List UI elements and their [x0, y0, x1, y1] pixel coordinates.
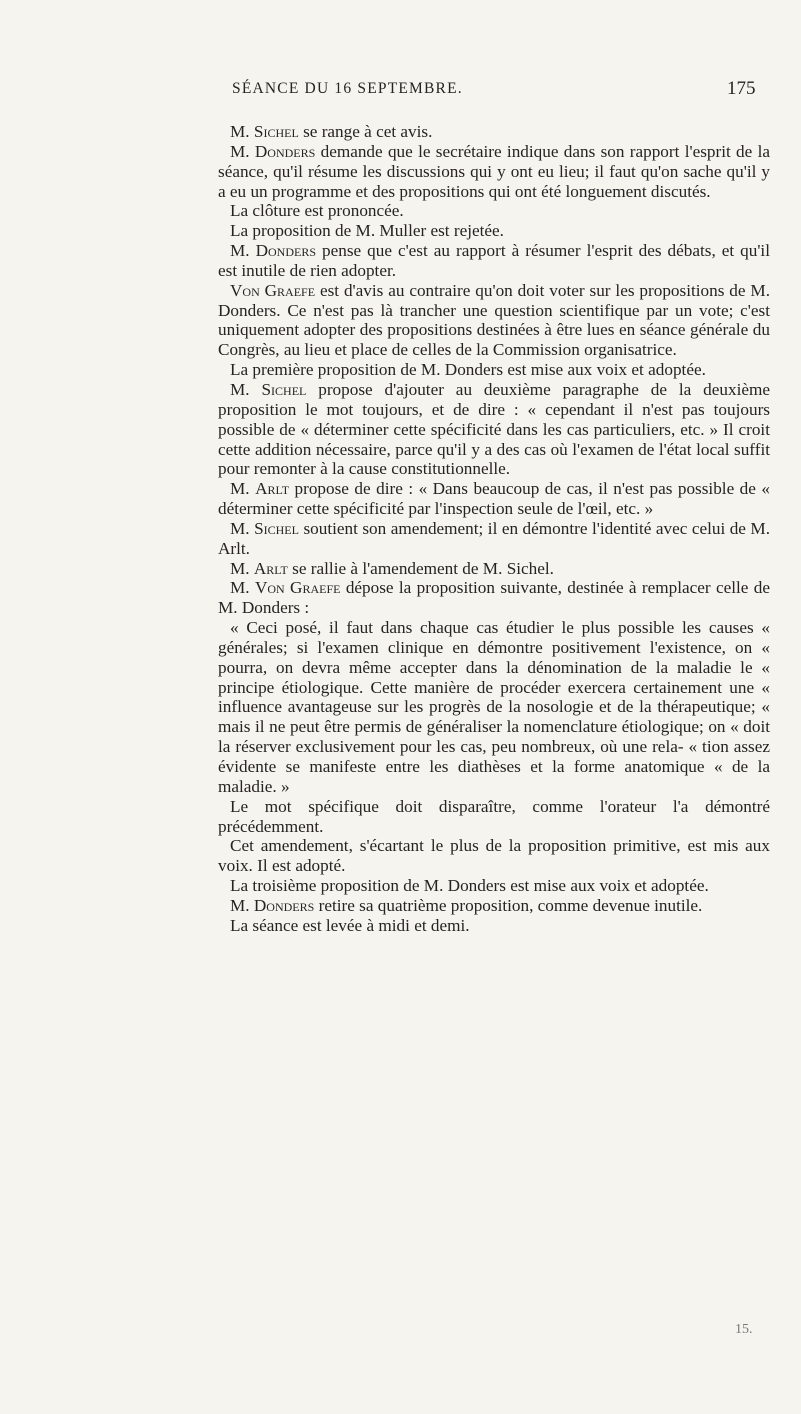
- speaker-title: M.: [230, 558, 254, 578]
- speaker-title: M.: [230, 518, 255, 538]
- speaker-name: Sichel: [254, 518, 299, 538]
- paragraph-text: propose de dire : « Dans beaucoup de cas, il n'est pas possible de « déterminer cette spécificité par l'inspection seule de l'œil, etc. »: [218, 479, 770, 519]
- running-head: SÉANCE DU 16 SEPTEMBRE.: [232, 80, 463, 97]
- speaker-name: Von Graefe: [230, 280, 316, 300]
- paragraph-text: retire sa quatrième proposition, comme devenue inutile.: [314, 895, 703, 915]
- paragraph: [218, 797, 770, 837]
- page-number: 175: [727, 78, 756, 99]
- speaker-title: M.: [230, 379, 262, 399]
- paragraph-text: est d'avis au contraire qu'on doit voter sur les propositions de M. Donders. Ce n'est pas là trancher une question scientifique par un vote; c'est uniquement adopter des propositions destinées à être lues en séance générale du Congrès, au lieu et place de celles de la Commission organisatrice.: [218, 280, 770, 360]
- paragraph-text: se rallie à l'amendement de M. Sichel.: [287, 558, 554, 578]
- paragraph-text: propose d'ajouter au deuxième paragraphe de la deuxième proposition le mot toujours, et de dire : « cependant il n'est pas toujours possible de « déterminer cette spécificité dans les cas particuliers, etc. » Il croit cette addition nécessaire, parce qu'il y a des cas où l'examen de l'état local suffit pour remonter à la cause constitutionnelle.: [218, 379, 770, 479]
- speaker-title: M.: [230, 895, 254, 915]
- paragraph: [218, 618, 770, 797]
- paragraph-text: La première proposition de M. Donders est mise aux voix et adoptée.: [230, 360, 706, 380]
- paragraph: [218, 221, 770, 241]
- speaker-name: Arlt: [253, 558, 288, 578]
- paragraph: [218, 916, 770, 936]
- page-header: [0, 80, 801, 108]
- paragraph-text: demande que le secrétaire indique dans son rapport l'esprit de la séance, qu'il résume les discussions qui y ont eu lieu; il faut qu'on sache qu'il y a eu un programme et des propositions qui ont été longuement discutés.: [218, 141, 770, 201]
- paragraph-text: La séance est levée à midi et demi.: [230, 915, 470, 935]
- paragraph: [218, 876, 770, 896]
- paragraph: [218, 578, 770, 618]
- paragraph-text: dépose la proposition suivante, destinée à remplacer celle de M. Donders :: [218, 578, 770, 618]
- paragraph-text: soutient son amendement; il en démontre l'identité avec celui de M. Arlt.: [218, 518, 770, 558]
- speaker-name: Sichel: [261, 379, 307, 399]
- paragraph: [218, 836, 770, 876]
- speaker-name: Donders: [254, 141, 316, 161]
- paragraph-text: La troisième proposition de M. Donders est mise aux voix et adoptée.: [230, 876, 709, 896]
- paragraph: [218, 122, 770, 142]
- paragraph-text: La clôture est prononcée.: [230, 201, 404, 221]
- speaker-title: M.: [230, 479, 256, 499]
- paragraph-text: pense que c'est au rapport à résumer l'esprit des débats, et qu'il est inutile de rien adopter.: [218, 241, 770, 280]
- paragraph: [218, 142, 770, 202]
- speaker-title: M.: [230, 578, 255, 598]
- speaker-name: Donders: [255, 241, 316, 261]
- paragraph: [218, 241, 770, 281]
- speaker-title: M.: [230, 122, 254, 141]
- speaker-name: Sichel: [253, 122, 299, 141]
- signature-mark: 15.: [735, 1322, 753, 1337]
- speaker-name: Donders: [253, 895, 315, 915]
- speaker-name: Von Graefe: [254, 578, 341, 598]
- paragraph-text: Cet amendement, s'écartant le plus de la proposition primitive, est mis aux voix. Il est adopté.: [218, 836, 770, 876]
- paragraph: [218, 281, 770, 360]
- paragraph: [218, 559, 770, 579]
- paragraph: [218, 360, 770, 380]
- paragraph-text: La proposition de M. Muller est rejetée.: [230, 221, 504, 241]
- paragraph-text: se range à cet avis.: [298, 122, 433, 141]
- paragraph-text: « Ceci posé, il faut dans chaque cas étudier le plus possible les causes « générales; si l'examen clinique en démontre positivement l'existence, on « pourra, on devra même accepter dans la dénomination de la maladie le « principe étiologique. Cette manière de procéder exercera certainement une « influence avantageuse sur les progrès de la nosologie et de la thérapeutique; « mais il ne peut être permis de généraliser la nomenclature étiologique; on « doit la réserver exclusivement pour les cas, peu nombreux, où une rela- « tion assez évidente se manifeste entre les diathèses et la forme anatomique « de la maladie. »: [218, 618, 770, 796]
- paragraph: [218, 380, 770, 479]
- paragraph: [218, 896, 770, 916]
- paragraph: [218, 201, 770, 221]
- speaker-title: M.: [230, 241, 256, 261]
- paragraph: [218, 519, 770, 559]
- paragraph: [218, 479, 770, 519]
- body-text: [218, 122, 770, 936]
- speaker-name: Arlt: [255, 479, 290, 499]
- speaker-title: M.: [230, 141, 255, 161]
- paragraph-text: Le mot spécifique doit disparaître, comme l'orateur l'a démontré précédemment.: [218, 796, 770, 836]
